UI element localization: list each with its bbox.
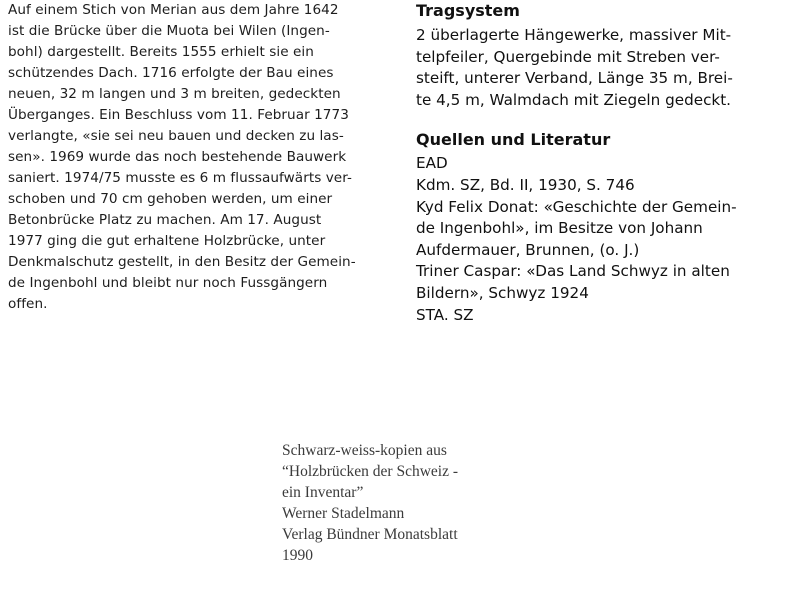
tragsystem-line: telpfeiler, Quergebinde mit Streben ver- (416, 47, 720, 66)
caption-line: Schwarz-weiss-kopien aus (282, 442, 447, 459)
reference-line: Triner Caspar: «Das Land Schwyz in alten (416, 262, 730, 281)
reference-line: de Ingenbohl», im Besitze von Johann (416, 219, 703, 238)
reference-line: EAD (416, 154, 448, 173)
paragraph-line: Auf einem Stich von Merian aus dem Jahre 1642 (8, 2, 339, 18)
paragraph-line: sen». 1969 wurde das noch bestehende Bauwerk (8, 149, 347, 165)
paragraph-line: Betonbrücke Platz zu machen. Am 17. August (8, 212, 322, 228)
reference-line: Kyd Felix Donat: «Geschichte der Gemein- (416, 197, 737, 216)
quellen-list (416, 153, 796, 326)
tragsystem-line: 2 überlagerte Hängewerke, massiver Mit- (416, 26, 732, 44)
reference-line: Bildern», Schwyz 1924 (416, 283, 589, 302)
paragraph-line: verlangte, «sie sei neu bauen und decken zu las- (8, 128, 344, 144)
quellen-heading: Quellen und Literatur (416, 130, 611, 150)
paragraph-line: offen. (8, 296, 48, 312)
history-paragraph (8, 0, 403, 315)
paragraph-line: Denkmalschutz gestellt, in den Besitz der Gemein- (8, 254, 356, 270)
reference-line: STA. SZ (416, 305, 474, 324)
caption-line: Verlag Bündner Monatsblatt (282, 526, 458, 543)
caption-line: 1990 (282, 547, 313, 564)
paragraph-line: schützendes Dach. 1716 erfolgte der Bau eines (8, 65, 334, 81)
caption-line: “Holzbrücken der Schweiz - (282, 463, 459, 480)
caption-line: ein Inventar” (282, 484, 364, 501)
paragraph-line: 1977 ging die gut erhaltene Holzbrücke, unter (8, 233, 326, 249)
tragsystem-heading: Tragsystem (416, 1, 520, 20)
tragsystem-text (416, 25, 796, 111)
reference-line: Aufdermauer, Brunnen, (o. J.) (416, 240, 640, 259)
paragraph-line: de Ingenbohl und bleibt nur noch Fussgängern (8, 275, 328, 291)
paragraph-line: saniert. 1974/75 musste es 6 m flussaufwärts ver- (8, 170, 352, 186)
reference-line: Kdm. SZ, Bd. II, 1930, S. 746 (416, 175, 635, 194)
paragraph-line: neuen, 32 m langen und 3 m breiten, gedeckten (8, 86, 341, 102)
paragraph-line: ist die Brücke über die Muota bei Wilen (Ingen- (8, 23, 330, 39)
caption-line: Werner Stadelmann (282, 505, 405, 522)
source-caption (282, 440, 458, 566)
paragraph-line: Überganges. Ein Beschluss vom 11. Februar 1773 (8, 107, 349, 123)
tragsystem-line: te 4,5 m, Walmdach mit Ziegeln gedeckt. (416, 90, 731, 109)
technical-column (416, 0, 796, 326)
paragraph-line: schoben und 70 cm gehoben werden, um einer (8, 191, 333, 207)
tragsystem-line: steift, unterer Verband, Länge 35 m, Brei- (416, 69, 733, 88)
paragraph-line: bohl) dargestellt. Bereits 1555 erhielt sie ein (8, 44, 314, 60)
